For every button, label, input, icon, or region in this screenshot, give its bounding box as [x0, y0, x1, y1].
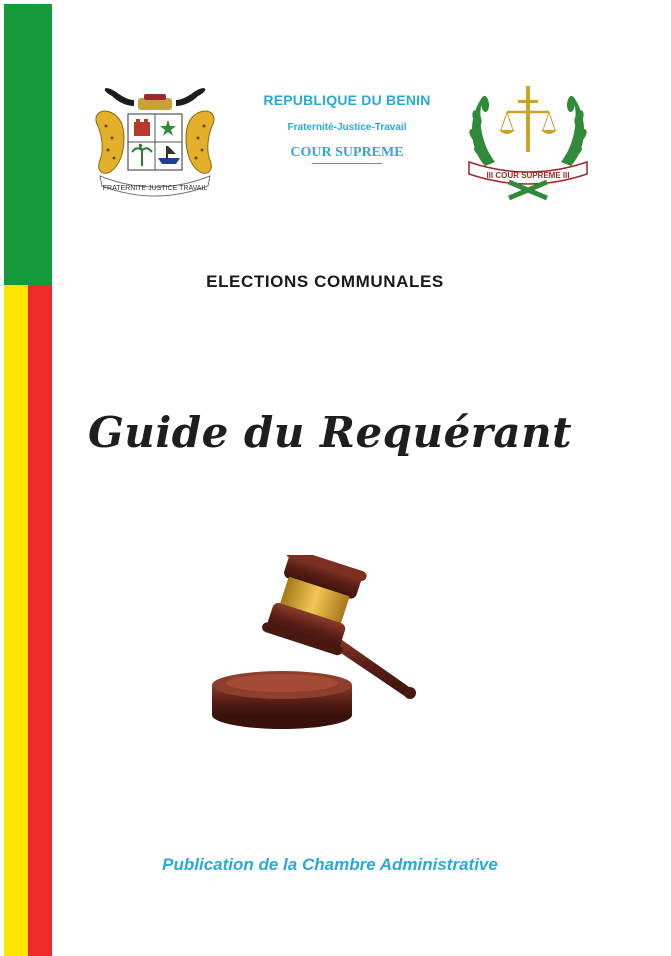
header-title-block [232, 92, 462, 164]
flag-green-band [4, 4, 52, 285]
court-name: COUR SUPREME [290, 145, 404, 160]
flag-yellow-band [4, 285, 28, 956]
national-motto: Fraternité-Justice-Travail [287, 122, 407, 133]
elections-heading: ELECTIONS COMMUNALES [206, 272, 444, 291]
benin-flag-strip [0, 0, 52, 956]
document-title: Guide du Requérant [87, 408, 573, 457]
supreme-court-emblem-icon [463, 78, 593, 200]
svg-text:III COUR SUPREME III: III COUR SUPREME III [486, 171, 570, 180]
gavel-icon [200, 555, 430, 755]
flag-red-band [28, 285, 52, 956]
benin-coat-of-arms-icon [90, 86, 220, 198]
publication-note: Publication de la Chambre Administrative [162, 855, 498, 874]
court-underline [312, 163, 382, 164]
republic-name: REPUBLIQUE DU BENIN [263, 92, 431, 108]
svg-text:FRATERNITE JUSTICE TRAVAIL: FRATERNITE JUSTICE TRAVAIL [102, 185, 208, 192]
